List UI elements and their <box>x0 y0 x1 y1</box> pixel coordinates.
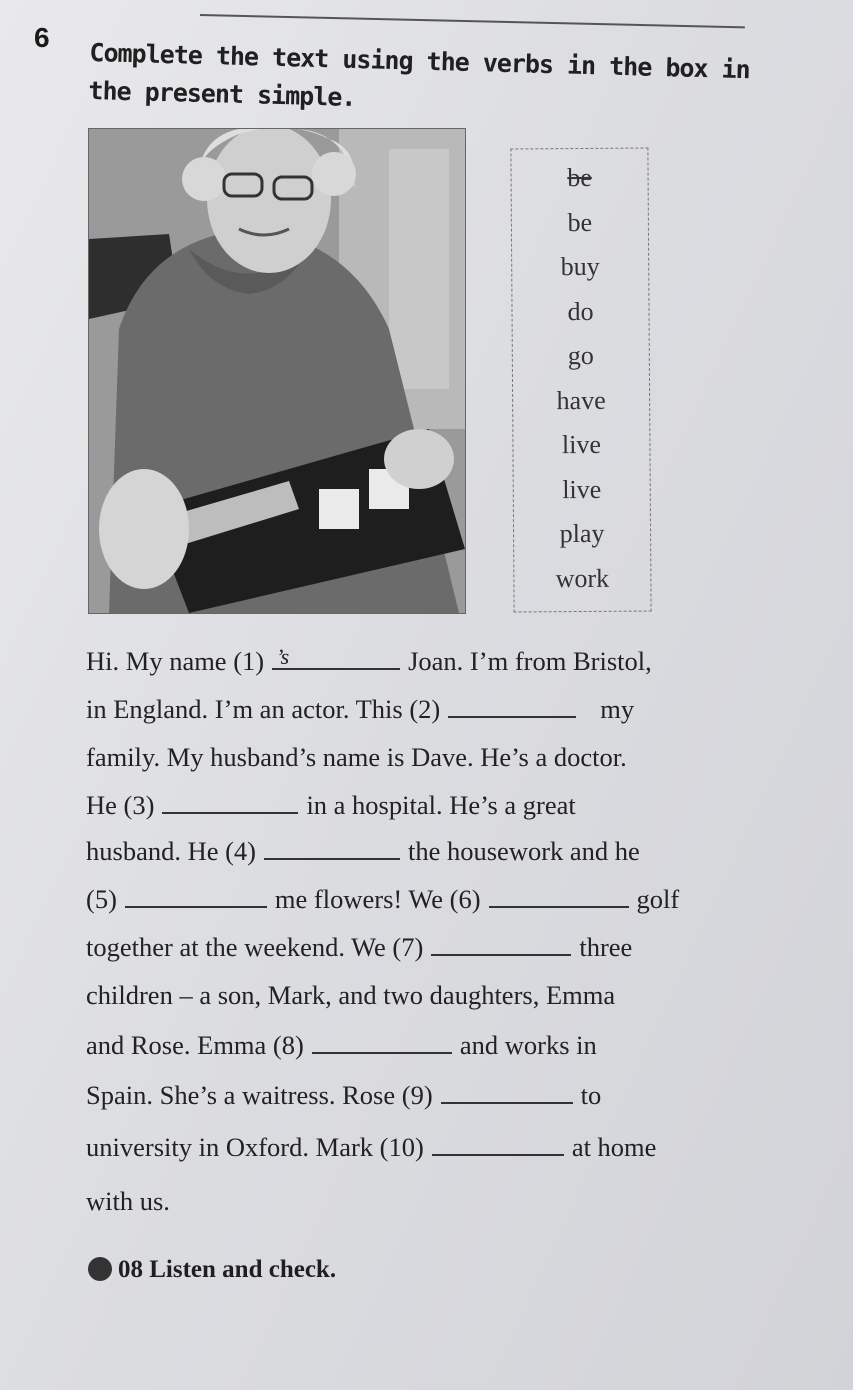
track-number: 08 <box>118 1256 143 1283</box>
verb-item: play <box>559 518 605 549</box>
example-answer: ’s <box>276 644 290 669</box>
text-segment: together at the weekend. We (7) <box>86 932 424 962</box>
text-line-12: with us. <box>86 1186 170 1216</box>
verb-item: go <box>567 340 594 371</box>
photo-woman-reading <box>88 128 466 614</box>
listen-label: Listen and check. <box>149 1256 337 1283</box>
exercise-number: 6 <box>34 22 50 53</box>
listen-and-check[interactable] <box>88 1256 336 1284</box>
text-line-6 <box>86 884 679 915</box>
text-line-5 <box>86 836 640 867</box>
answer-blank-2[interactable] <box>448 694 576 718</box>
answer-blank-8[interactable] <box>312 1030 452 1054</box>
text-segment: the housework and he <box>408 836 640 866</box>
top-rule <box>200 14 745 28</box>
text-line-7 <box>86 932 632 963</box>
text-segment: my <box>600 694 635 724</box>
verb-example-struck: be <box>567 162 592 193</box>
text-segment: at home <box>571 1132 657 1162</box>
answer-blank-10[interactable] <box>432 1132 564 1156</box>
verb-item: be <box>567 207 593 237</box>
answer-blank-5[interactable] <box>125 884 267 908</box>
text-line-4 <box>86 790 576 821</box>
text-line-11 <box>86 1132 656 1163</box>
text-segment: golf <box>636 884 680 914</box>
audio-cd-icon <box>88 1257 112 1281</box>
text-segment: to <box>580 1080 602 1110</box>
text-segment: and works in <box>459 1030 597 1060</box>
text-segment: (5) <box>86 884 117 914</box>
text-segment: university in Oxford. Mark (10) <box>86 1132 424 1162</box>
verb-item: do <box>567 296 594 326</box>
text-segment: husband. He (4) <box>86 836 256 866</box>
answer-blank-7[interactable] <box>431 932 571 956</box>
text-line-10 <box>86 1080 601 1111</box>
text-segment: three <box>579 932 633 962</box>
verb-item: buy <box>560 251 600 282</box>
text-line-2 <box>86 694 634 725</box>
text-segment: Spain. She’s a waitress. Rose (9) <box>86 1080 433 1110</box>
answer-blank-3[interactable] <box>162 790 298 814</box>
answer-blank-4[interactable] <box>264 836 400 860</box>
answer-blank-9[interactable] <box>441 1080 573 1104</box>
text-segment: in a hospital. He’s a great <box>306 790 576 820</box>
photo-illustration <box>89 129 465 613</box>
answer-blank-1[interactable] <box>272 646 400 670</box>
answer-blank-6[interactable] <box>489 884 629 908</box>
verb-item: work <box>555 563 610 593</box>
verb-item: live <box>562 474 602 504</box>
text-segment: Hi. My name (1) <box>86 646 265 676</box>
verb-box <box>510 148 651 613</box>
verb-item: live <box>561 429 602 460</box>
text-segment: me flowers! We (6) <box>274 884 481 914</box>
text-segment: in England. I’m an actor. This (2) <box>86 694 441 724</box>
verb-item: have <box>556 385 606 415</box>
text-line-1 <box>86 646 652 677</box>
text-line-3: family. My husband’s name is Dave. He’s a doctor. <box>86 742 627 772</box>
text-segment: He (3) <box>86 790 155 820</box>
exercise-instruction: Complete the text using the verbs in the box in the present simple. <box>88 37 751 112</box>
text-segment: Joan. I’m from Bristol, <box>408 646 652 676</box>
text-line-8: children – a son, Mark, and two daughters, Emma <box>86 980 616 1010</box>
text-line-9 <box>86 1030 597 1061</box>
text-segment: and Rose. Emma (8) <box>86 1030 304 1060</box>
